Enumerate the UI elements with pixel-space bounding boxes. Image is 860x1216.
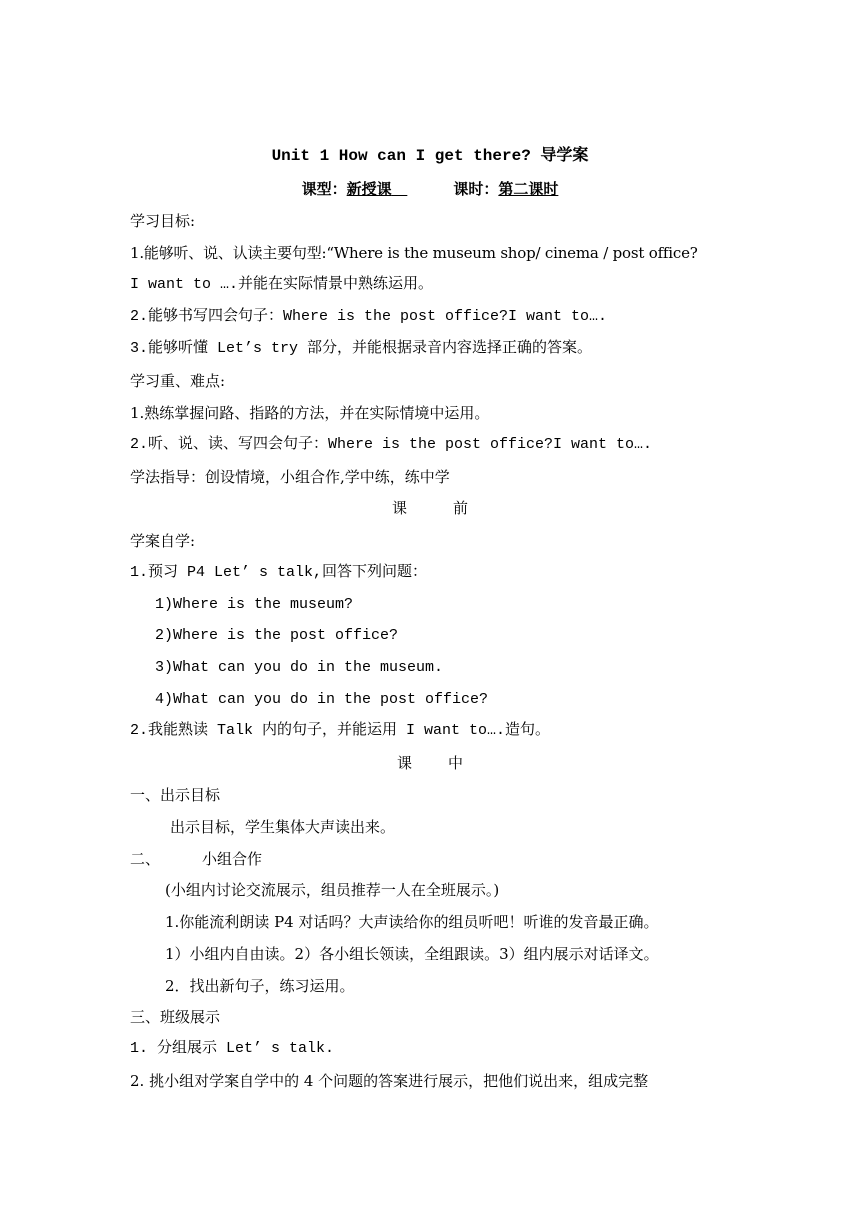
period-label: 课时： [453, 180, 499, 198]
step-3-item-1: 1. 分组展示 Let’ s talk. [130, 1040, 335, 1057]
question-3: 3)What can you do in the museum. [155, 659, 444, 676]
method-guidance: 学法指导：创设情境，小组合作,学中练，练中学 [130, 468, 450, 486]
document-title: Unit 1 How can I get there? 导学案 [271, 147, 589, 165]
goal-3: 3.能够听懂 Let’s try 部分，并能根据录音内容选择正确的答案。 [130, 340, 593, 357]
self-study-heading: 学案自学: [130, 532, 196, 550]
lesson-meta [0, 179, 860, 199]
preview-2: 2.我能熟读 Talk 内的句子，并能运用 I want to….造句。 [130, 722, 551, 739]
step-1-body: 出示目标，学生集体大声读出来。 [170, 818, 396, 836]
goal-2: 2.能够书写四会句子：Where is the post office?I want to…. [130, 308, 608, 325]
goal-1-line-b: I want to ….并能在实际情景中熟练运用。 [130, 276, 434, 293]
preview-1: 1.预习 P4 Let’ s talk,回答下列问题： [130, 564, 428, 581]
step-3-item-2: 2. 挑小组对学案自学中的 4 个问题的答案进行展示，把他们说出来，组成完整 [130, 1072, 649, 1090]
goal-1-line-a: 1.能够听、说、认读主要句型:“Where is the museum shop/ cinema / post office? [130, 244, 698, 262]
step-3-heading: 三、班级展示 [130, 1008, 221, 1026]
step-2-note: (小组内讨论交流展示，组员推荐一人在全班展示。) [165, 881, 500, 899]
section-during-class: 课 中 [396, 754, 464, 772]
key-heading: 学习重、难点: [130, 372, 226, 390]
question-4: 4)What can you do in the post office? [155, 691, 489, 708]
step-1-heading: 一、出示目标 [130, 786, 221, 804]
section-before-class: 课 前 [391, 499, 469, 517]
step-2-item-1: 1.你能流利朗读 P4 对话吗？大声读给你的组员听吧！听谁的发音最正确。 [165, 913, 659, 931]
type-value: 新授课 [346, 180, 392, 198]
goals-heading: 学习目标: [130, 212, 196, 230]
question-1: 1)Where is the museum? [155, 596, 354, 613]
step-2-substeps: 1）小组内自由读。2）各小组长领读，全组跟读。3）组内展示对话译文。 [165, 945, 659, 963]
key-point-2: 2.听、说、读、写四会句子：Where is the post office?I want to…. [130, 436, 653, 453]
step-2-heading: 二、 小组合作 [130, 850, 263, 868]
question-2: 2)Where is the post office? [155, 627, 399, 644]
key-point-1: 1.熟练掌握问路、指路的方法，并在实际情境中运用。 [130, 404, 490, 422]
period-value: 第二课时 [498, 180, 559, 198]
type-label: 课型： [301, 180, 347, 198]
step-2-item-2: 2．找出新句子，练习运用。 [165, 977, 355, 995]
